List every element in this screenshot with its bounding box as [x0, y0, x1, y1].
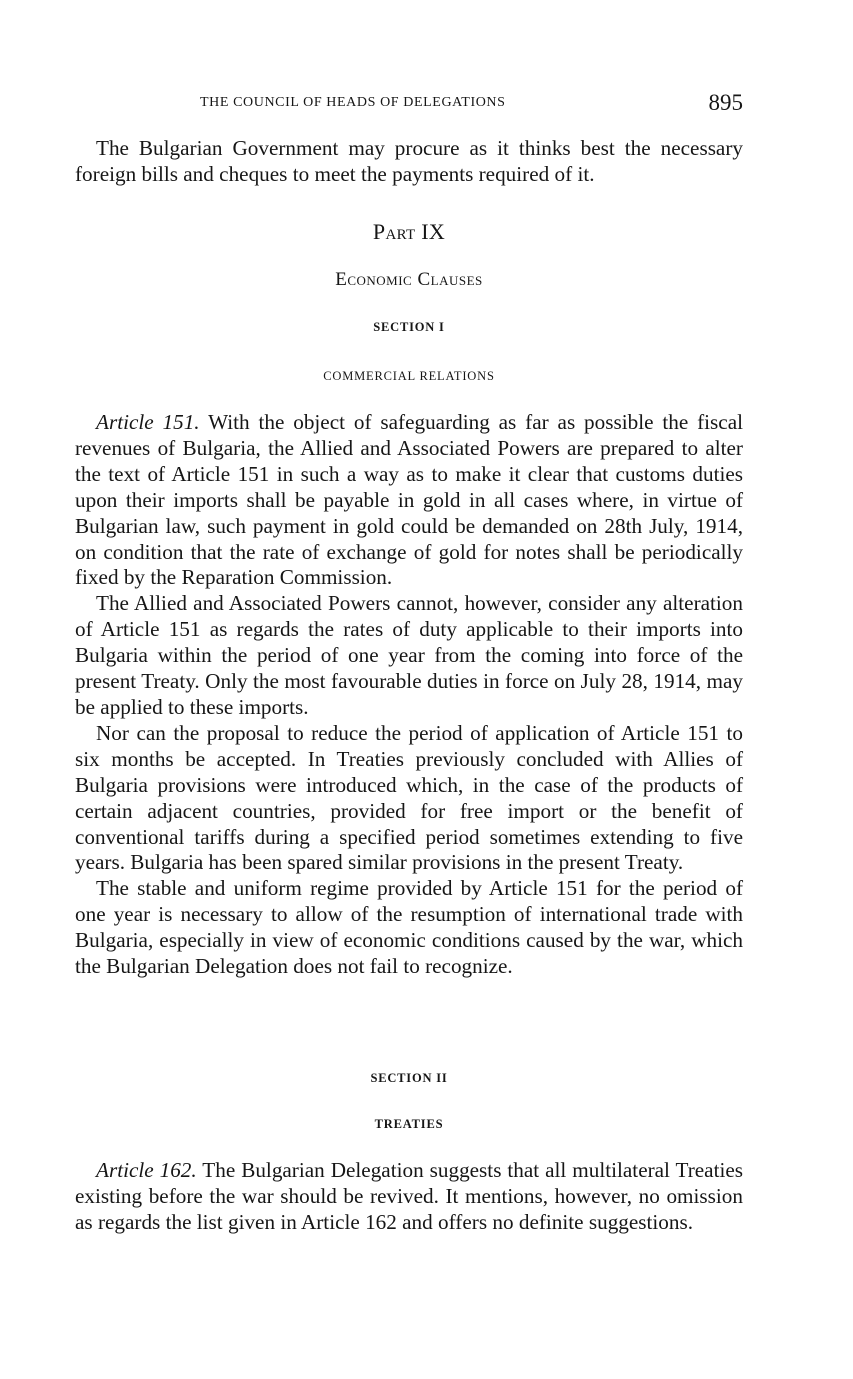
section-2-heading: SECTION II — [370, 1071, 448, 1085]
body-paragraph: The stable and uniform regime provided by Article 151 for the period of one year is necessary to allow of the resumption of international trade with Bulgaria, especially in view of economic conditions caused by the war, which the Bulgarian Delegation does not fail to recognize. — [75, 876, 743, 979]
part-title: Economic Clauses — [335, 269, 483, 290]
article-151-text: With the object of safeguarding as far as possible the fiscal revenues of Bulgaria, the Allied and Associated Powers are prepared to alter the text of Article 151 in such a way as to make it clear that customs duties upon their imports shall be payable in gold in all cases where, in virtue of Bulgarian law, such payment in gold could be demanded on 28th July, 1914, on condition that the rate of exchange of gold for notes shall be periodically fixed by the Reparation Commission. — [75, 410, 743, 590]
section-1-heading: SECTION I — [373, 320, 445, 334]
running-title: THE COUNCIL OF HEADS OF DELEGATIONS — [200, 95, 506, 110]
section-2-title: TREATIES — [374, 1117, 444, 1131]
intro-block — [75, 136, 743, 188]
article-162-text: The Bulgarian Delegation suggests that all multilateral Treaties existing before the war should be revived. It mentions, however, no omission as regards the list given in Article 162 and offers no definite suggestions. — [75, 1158, 744, 1234]
article-162-ref: Article 162. — [96, 1158, 197, 1182]
body-paragraph: The Allied and Associated Powers cannot, however, consider any alteration of Article 151 as regards the rates of duty applicable to their imports into Bulgaria within the period of one year from the coming into force of the present Treaty. Only the most favourable duties in force on July 28, 1914, may be applied to these imports. — [75, 591, 743, 719]
article-151-ref: Article 151. — [96, 410, 200, 434]
section-1-title: COMMERCIAL RELATIONS — [323, 369, 495, 383]
section-2-body — [75, 1158, 743, 1236]
page-number: 895 — [708, 90, 743, 115]
article-162-paragraph — [75, 1158, 743, 1236]
body-paragraph: Nor can the proposal to reduce the period of application of Article 151 to six months be accepted. In Treaties previously concluded with Allies of Bulgaria provisions were introduced which, in the case of the products of certain adjacent countries, provided for free import or the benefit of conventional tariffs during a specified period sometimes extending to five years. Bulgaria has been spared similar provisions in the present Treaty. — [75, 720, 743, 875]
section-1-body — [75, 410, 743, 980]
part-heading: Part IX — [372, 219, 446, 244]
intro-paragraph: The Bulgarian Government may procure as it thinks best the necessary foreign bills and cheques to meet the payments required of it. — [75, 136, 743, 186]
running-head — [75, 90, 743, 120]
article-151-paragraph — [75, 410, 743, 591]
